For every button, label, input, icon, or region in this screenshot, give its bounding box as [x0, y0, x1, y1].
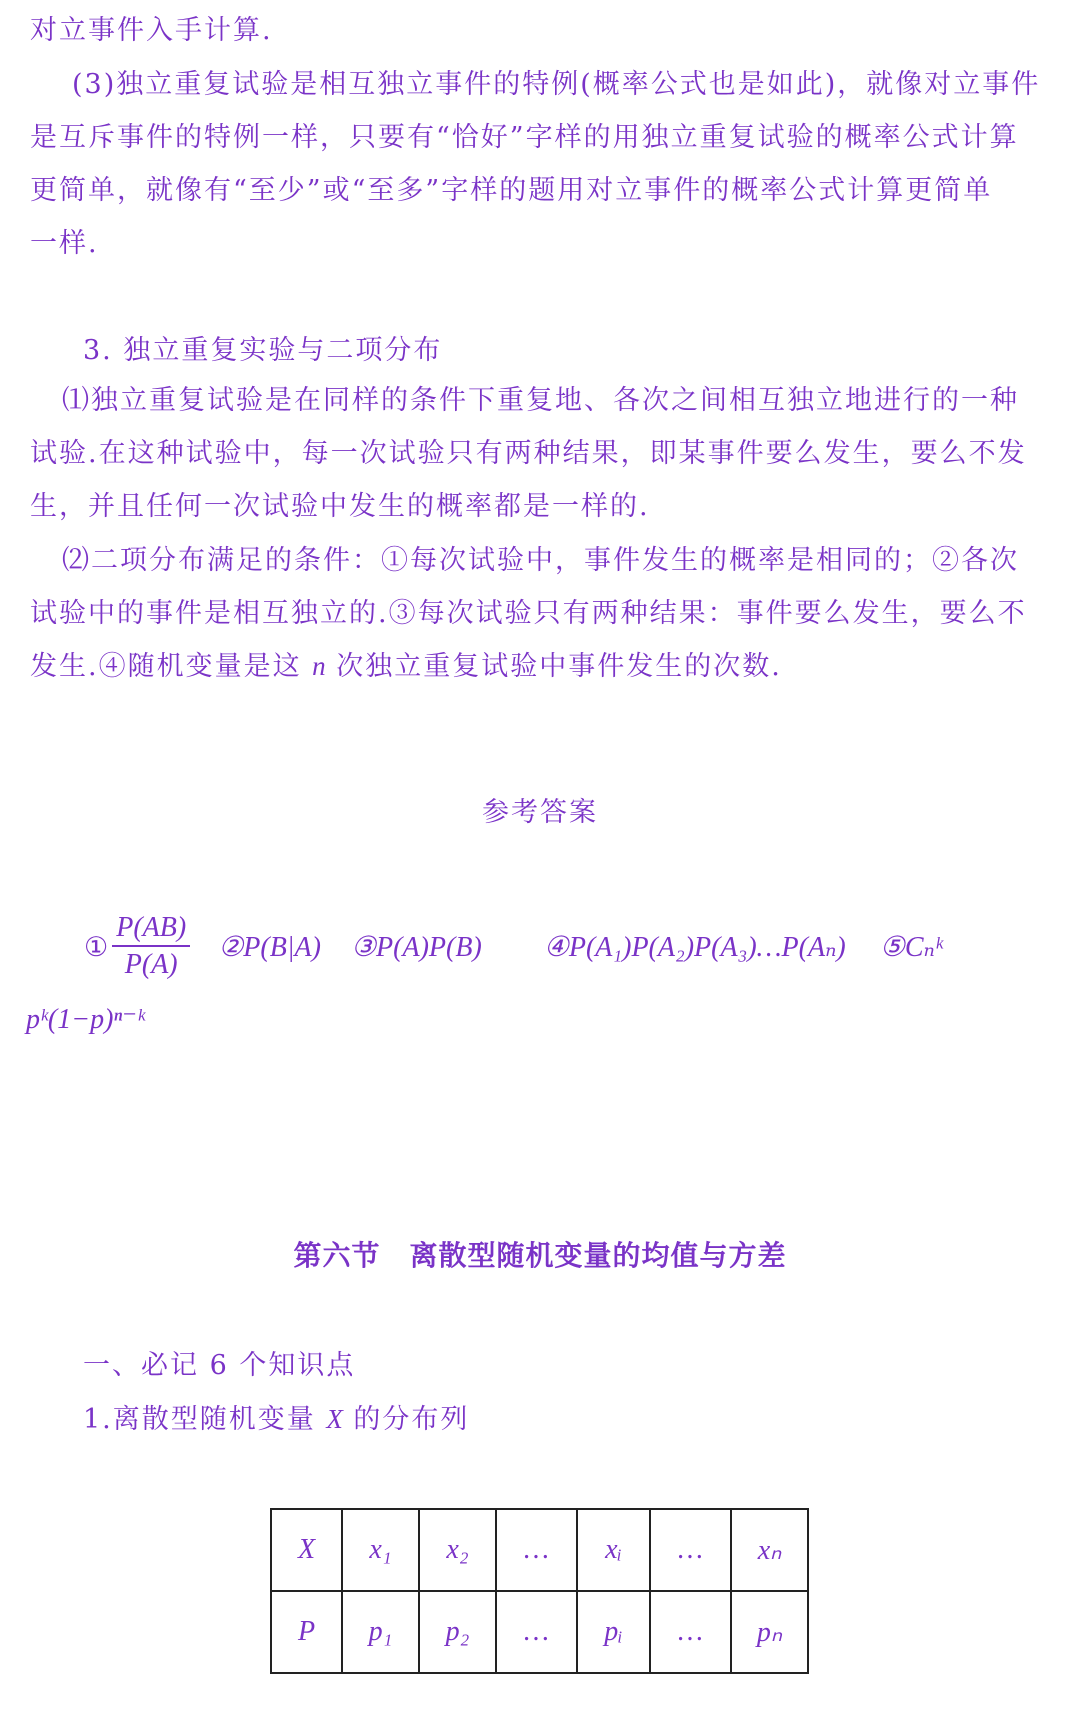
answer-4: ④P(A₁)P(A₂)P(A₃)…P(Aₙ): [543, 932, 846, 963]
paragraph-line: 对立事件入手计算.: [30, 15, 273, 46]
answer-3: ③P(A)P(B): [350, 932, 482, 963]
line-prefix: 发生.④随机变量是这: [30, 651, 313, 682]
section-title: 第六节 离散型随机变量的均值与方差: [293, 1239, 787, 1272]
table-cell: xᵢ: [577, 1509, 650, 1591]
answer-2: ②P(B|A): [218, 932, 321, 963]
section-heading: 3. 独立重复实验与二项分布: [83, 335, 443, 366]
item-heading: [83, 1397, 1080, 1436]
line-suffix: 次独立重复试验中事件发生的次数.: [325, 651, 782, 682]
section-line: ⑵二项分布满足的条件：①每次试验中，事件发生的概率是相同的；②各次: [62, 545, 1019, 576]
section-line: ⑴独立重复试验是在同样的条件下重复地、各次之间相互独立地进行的一种: [62, 385, 1019, 416]
table-cell: xₙ: [731, 1509, 808, 1591]
section-line: 生，并且任何一次试验中发生的概率都是一样的.: [30, 491, 650, 522]
table-cell: …: [496, 1591, 577, 1673]
answers-title: 参考答案: [482, 797, 598, 828]
answer-1-fraction: [112, 912, 190, 982]
table-cell: X: [271, 1509, 342, 1591]
distribution-table: [270, 1508, 809, 1674]
table-cell: pᵢ: [577, 1591, 650, 1673]
paragraph-line: 更简单，就像有“至少”或“至多”字样的题用对立事件的概率公式计算更简单: [30, 175, 993, 206]
variable-n: n: [312, 651, 326, 681]
section-line: 试验中的事件是相互独立的.③每次试验只有两种结果：事件要么发生，要么不: [30, 598, 1027, 629]
fraction-denominator: P(A): [124, 949, 178, 980]
answer-1-marker: ①: [84, 931, 109, 963]
table-cell: x₁: [342, 1509, 419, 1591]
answer-5: ⑤Cₙᵏ: [879, 932, 943, 963]
paragraph-line: (3)独立重复试验是相互独立事件的特例(概率公式也是如此)，就像对立事件: [72, 69, 1041, 100]
variable-x: X: [326, 1404, 343, 1434]
answer-5-continuation: pᵏ(1−p)ⁿ⁻ᵏ: [26, 1004, 145, 1035]
table-cell: …: [650, 1509, 731, 1591]
paragraph-line: 是互斥事件的特例一样，只要有“恰好”字样的用独立重复试验的概率公式计算: [30, 122, 1019, 153]
fraction-numerator: P(AB): [112, 912, 190, 947]
table-cell: p₁: [342, 1591, 419, 1673]
item-suffix: 的分布列: [342, 1404, 470, 1435]
table-row: [271, 1591, 808, 1673]
item-prefix: 1.离散型随机变量: [83, 1404, 327, 1435]
table-row: [271, 1509, 808, 1591]
section-line: [30, 644, 1050, 683]
table-cell: …: [496, 1509, 577, 1591]
section-line: 试验.在这种试验中，每一次试验只有两种结果，即某事件要么发生，要么不发: [30, 438, 1027, 469]
table-cell: x₂: [419, 1509, 496, 1591]
table-cell: …: [650, 1591, 731, 1673]
table-cell: p₂: [419, 1591, 496, 1673]
answers-row: [84, 912, 943, 982]
paragraph-line: 一样.: [30, 228, 99, 259]
table-cell: pₙ: [731, 1591, 808, 1673]
table-cell: P: [271, 1591, 342, 1673]
subheading: 一、必记 6 个知识点: [83, 1350, 356, 1381]
